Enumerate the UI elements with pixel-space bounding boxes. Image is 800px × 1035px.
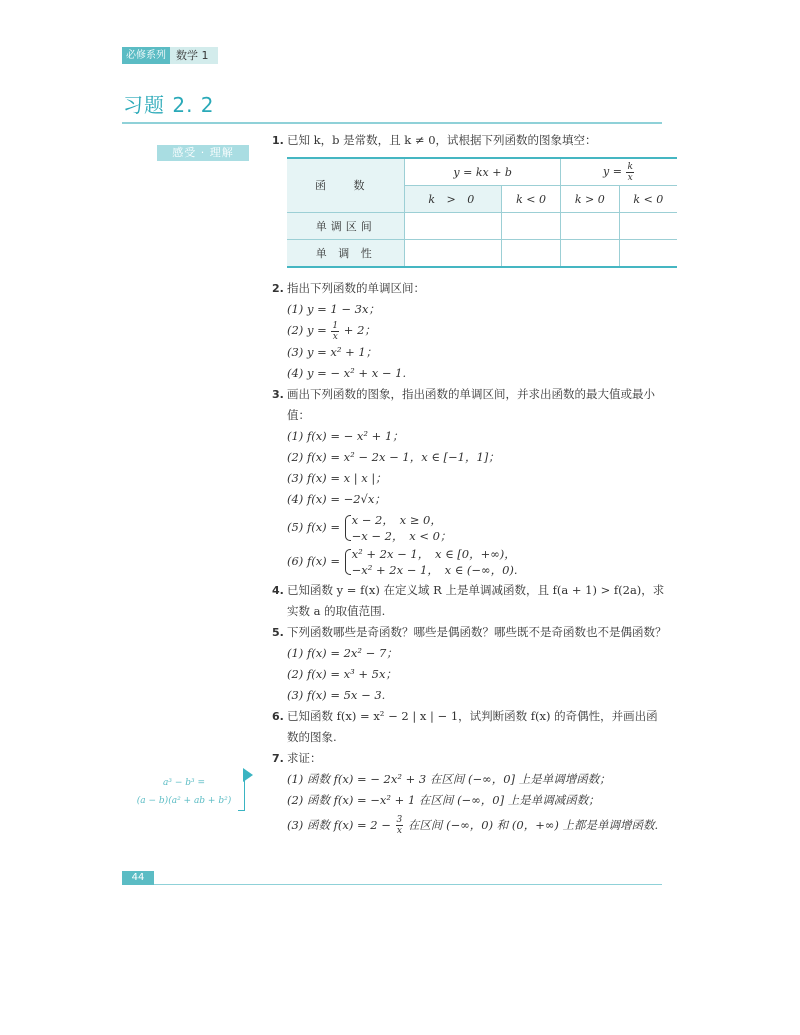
table-subheader: k > 0 <box>405 186 502 213</box>
sub-item: (4) y = − x² + x − 1. <box>287 365 407 380</box>
question-4 <box>272 580 667 622</box>
table-cell <box>405 240 502 268</box>
table-row-label: 单调区间 <box>287 213 405 240</box>
question-number: 5. <box>272 625 284 639</box>
exercise-title: 习题 2. 2 <box>123 93 215 117</box>
sub-item: (3) y = x² + 1； <box>287 344 378 359</box>
question-number: 7. <box>272 751 284 765</box>
table-subheader: k < 0 <box>502 186 561 213</box>
question-number: 1. <box>272 134 284 147</box>
table-cell <box>619 213 677 240</box>
table-header-reciprocal: y = $\frac{k}{x}$ <box>560 158 677 186</box>
question-number: 6. <box>272 709 284 723</box>
monotonicity-table <box>287 157 677 268</box>
question-number: 2. <box>272 282 284 295</box>
question-text: 已知 k，b 是常数，且 k ≠ 0，试根据下列函数的图象填空： <box>287 133 597 147</box>
table-header-function: 函 数 <box>287 158 405 213</box>
question-number: 3. <box>272 387 284 401</box>
question-text: 指出下列函数的单调区间： <box>287 281 425 295</box>
book-name: 数学 1 <box>176 49 209 62</box>
table-cell <box>560 240 619 268</box>
page-number: 44 <box>122 871 154 885</box>
sub-item: (3) 函数 f(x) = 2 − $\frac{3}{x}$ 在区间 (−∞，0) 和 (0，+∞) 上都是单调增函数. <box>287 815 659 836</box>
sub-item: (2) 函数 f(x) = −x² + 1 在区间 (−∞，0] 上是单调减函数； <box>287 792 600 807</box>
question-text: 画出下列函数的图象，指出函数的单调区间，并求出函数的最大值或最小值： <box>287 386 655 422</box>
table-subheader: k > 0 <box>560 186 619 213</box>
table-header-linear: y = kx + b <box>405 158 561 186</box>
question-3 <box>272 384 667 426</box>
table-row-label: 单 调 性 <box>287 240 405 268</box>
sub-item: (3) f(x) = x | x |； <box>287 470 387 485</box>
section-tag: 感受 · 理解 <box>157 145 249 161</box>
sub-item: (1) y = 1 − 3x； <box>287 302 380 316</box>
question-6 <box>272 706 667 748</box>
question-number: 4. <box>272 583 284 597</box>
margin-note-line: a³ − b³ = <box>162 778 205 788</box>
question-text: 求证： <box>287 750 322 765</box>
question-text: 已知函数 y = f(x) 在定义域 R 上是单调减函数，且 f(a + 1) > f(2a)，求实数 a 的取值范围. <box>287 582 665 618</box>
table-cell <box>405 213 502 240</box>
sub-item: (1) 函数 f(x) = − 2x² + 3 在区间 (−∞，0] 上是单调增函数； <box>287 771 611 786</box>
margin-note <box>120 774 248 810</box>
sub-item: (1) f(x) = 2x² − 7； <box>287 645 398 660</box>
question-5 <box>272 622 667 643</box>
series-tag: 必修系列 <box>122 47 170 64</box>
title-rule <box>122 122 662 124</box>
margin-note-line: (a − b)(a² + ab + b²) <box>136 796 232 806</box>
sub-item-piecewise: (6) f(x) = x² + 2x − 1， x ∈ [0，+∞)， −x² + 2x − 1， x ∈ (−∞，0). <box>287 546 518 577</box>
sub-item: (2) f(x) = x³ + 5x； <box>287 666 397 681</box>
sub-item: (2) y = $\frac{1}{x}$ + 2； <box>287 320 376 342</box>
question-text: 已知函数 f(x) = x² − 2 | x | − 1，试判断函数 f(x) 的奇偶性，并画出函数的图象. <box>287 708 658 744</box>
footer-rule <box>122 884 662 885</box>
sub-item-piecewise: (5) f(x) = x − 2， x ≥ 0， −x − 2， x < 0； <box>287 512 452 543</box>
question-1 <box>272 130 667 151</box>
table-subheader: k < 0 <box>619 186 677 213</box>
exercise-content <box>272 130 667 836</box>
sub-item: (1) f(x) = − x² + 1； <box>287 428 404 443</box>
table-cell <box>502 213 561 240</box>
sub-item: (3) f(x) = 5x − 3. <box>287 687 386 702</box>
question-2 <box>272 278 667 299</box>
sub-item: (2) f(x) = x² − 2x − 1，x ∈ [−1，1]； <box>287 449 500 464</box>
sub-item: (4) f(x) = −2√x； <box>287 491 386 506</box>
table-cell <box>502 240 561 268</box>
table-cell <box>560 213 619 240</box>
question-7 <box>272 748 667 769</box>
margin-bracket <box>238 776 245 811</box>
table-cell <box>619 240 677 268</box>
question-text: 下列函数哪些是奇函数？哪些是偶函数？哪些既不是奇函数也不是偶函数？ <box>287 624 667 639</box>
